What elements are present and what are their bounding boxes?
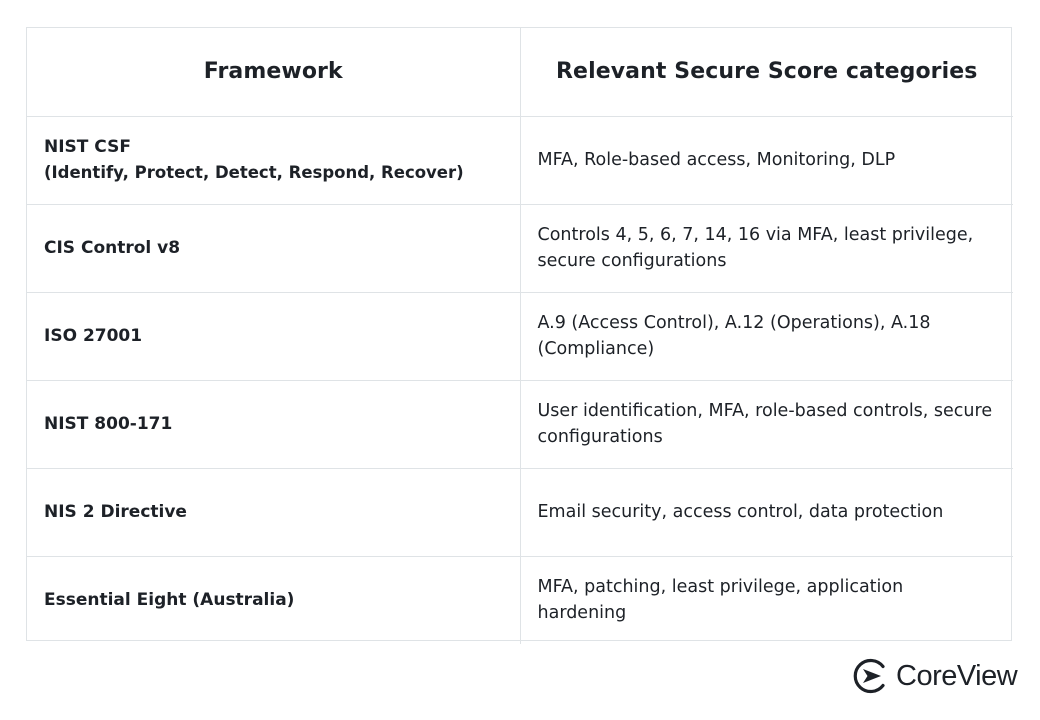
- framework-subtitle: (Identify, Protect, Detect, Respond, Recover): [44, 163, 464, 182]
- framework-cell: [27, 116, 520, 204]
- framework-cell: NIST 800-171: [27, 380, 520, 468]
- framework-cell: CIS Control v8: [27, 204, 520, 292]
- frameworks-table: [27, 28, 1013, 644]
- framework-cell: NIS 2 Directive: [27, 468, 520, 556]
- table-row: [27, 292, 1013, 380]
- table-row: [27, 116, 1013, 204]
- categories-cell: A.9 (Access Control), A.12 (Operations), A.18 (Compliance): [520, 292, 1013, 380]
- framework-name: NIST CSF: [44, 137, 131, 157]
- column-header-framework: Framework: [27, 28, 520, 116]
- categories-cell: MFA, Role-based access, Monitoring, DLP: [520, 116, 1013, 204]
- categories-cell: MFA, patching, least privilege, application hardening: [537, 577, 904, 624]
- categories-cell: User identification, MFA, role-based controls, secure configurations: [520, 380, 1013, 468]
- table-row: [27, 204, 1013, 292]
- framework-cell: ISO 27001: [27, 292, 520, 380]
- coreview-logo-icon: [852, 657, 890, 695]
- column-header-categories: Relevant Secure Score categories: [520, 28, 1013, 116]
- coreview-logo-text: CoreView: [896, 659, 1018, 692]
- categories-cell: Email security, access control, data protection: [520, 468, 1013, 556]
- frameworks-table-container: [26, 27, 1012, 641]
- categories-cell: Controls 4, 5, 6, 7, 14, 16 via MFA, least privilege, secure configurations: [520, 204, 1013, 292]
- coreview-logo: [852, 657, 1017, 695]
- framework-cell: Essential Eight (Australia): [27, 556, 520, 644]
- table-row: [27, 556, 1013, 644]
- table-row: [27, 468, 1013, 556]
- table-header-row: [27, 28, 1013, 116]
- table-row: [27, 380, 1013, 468]
